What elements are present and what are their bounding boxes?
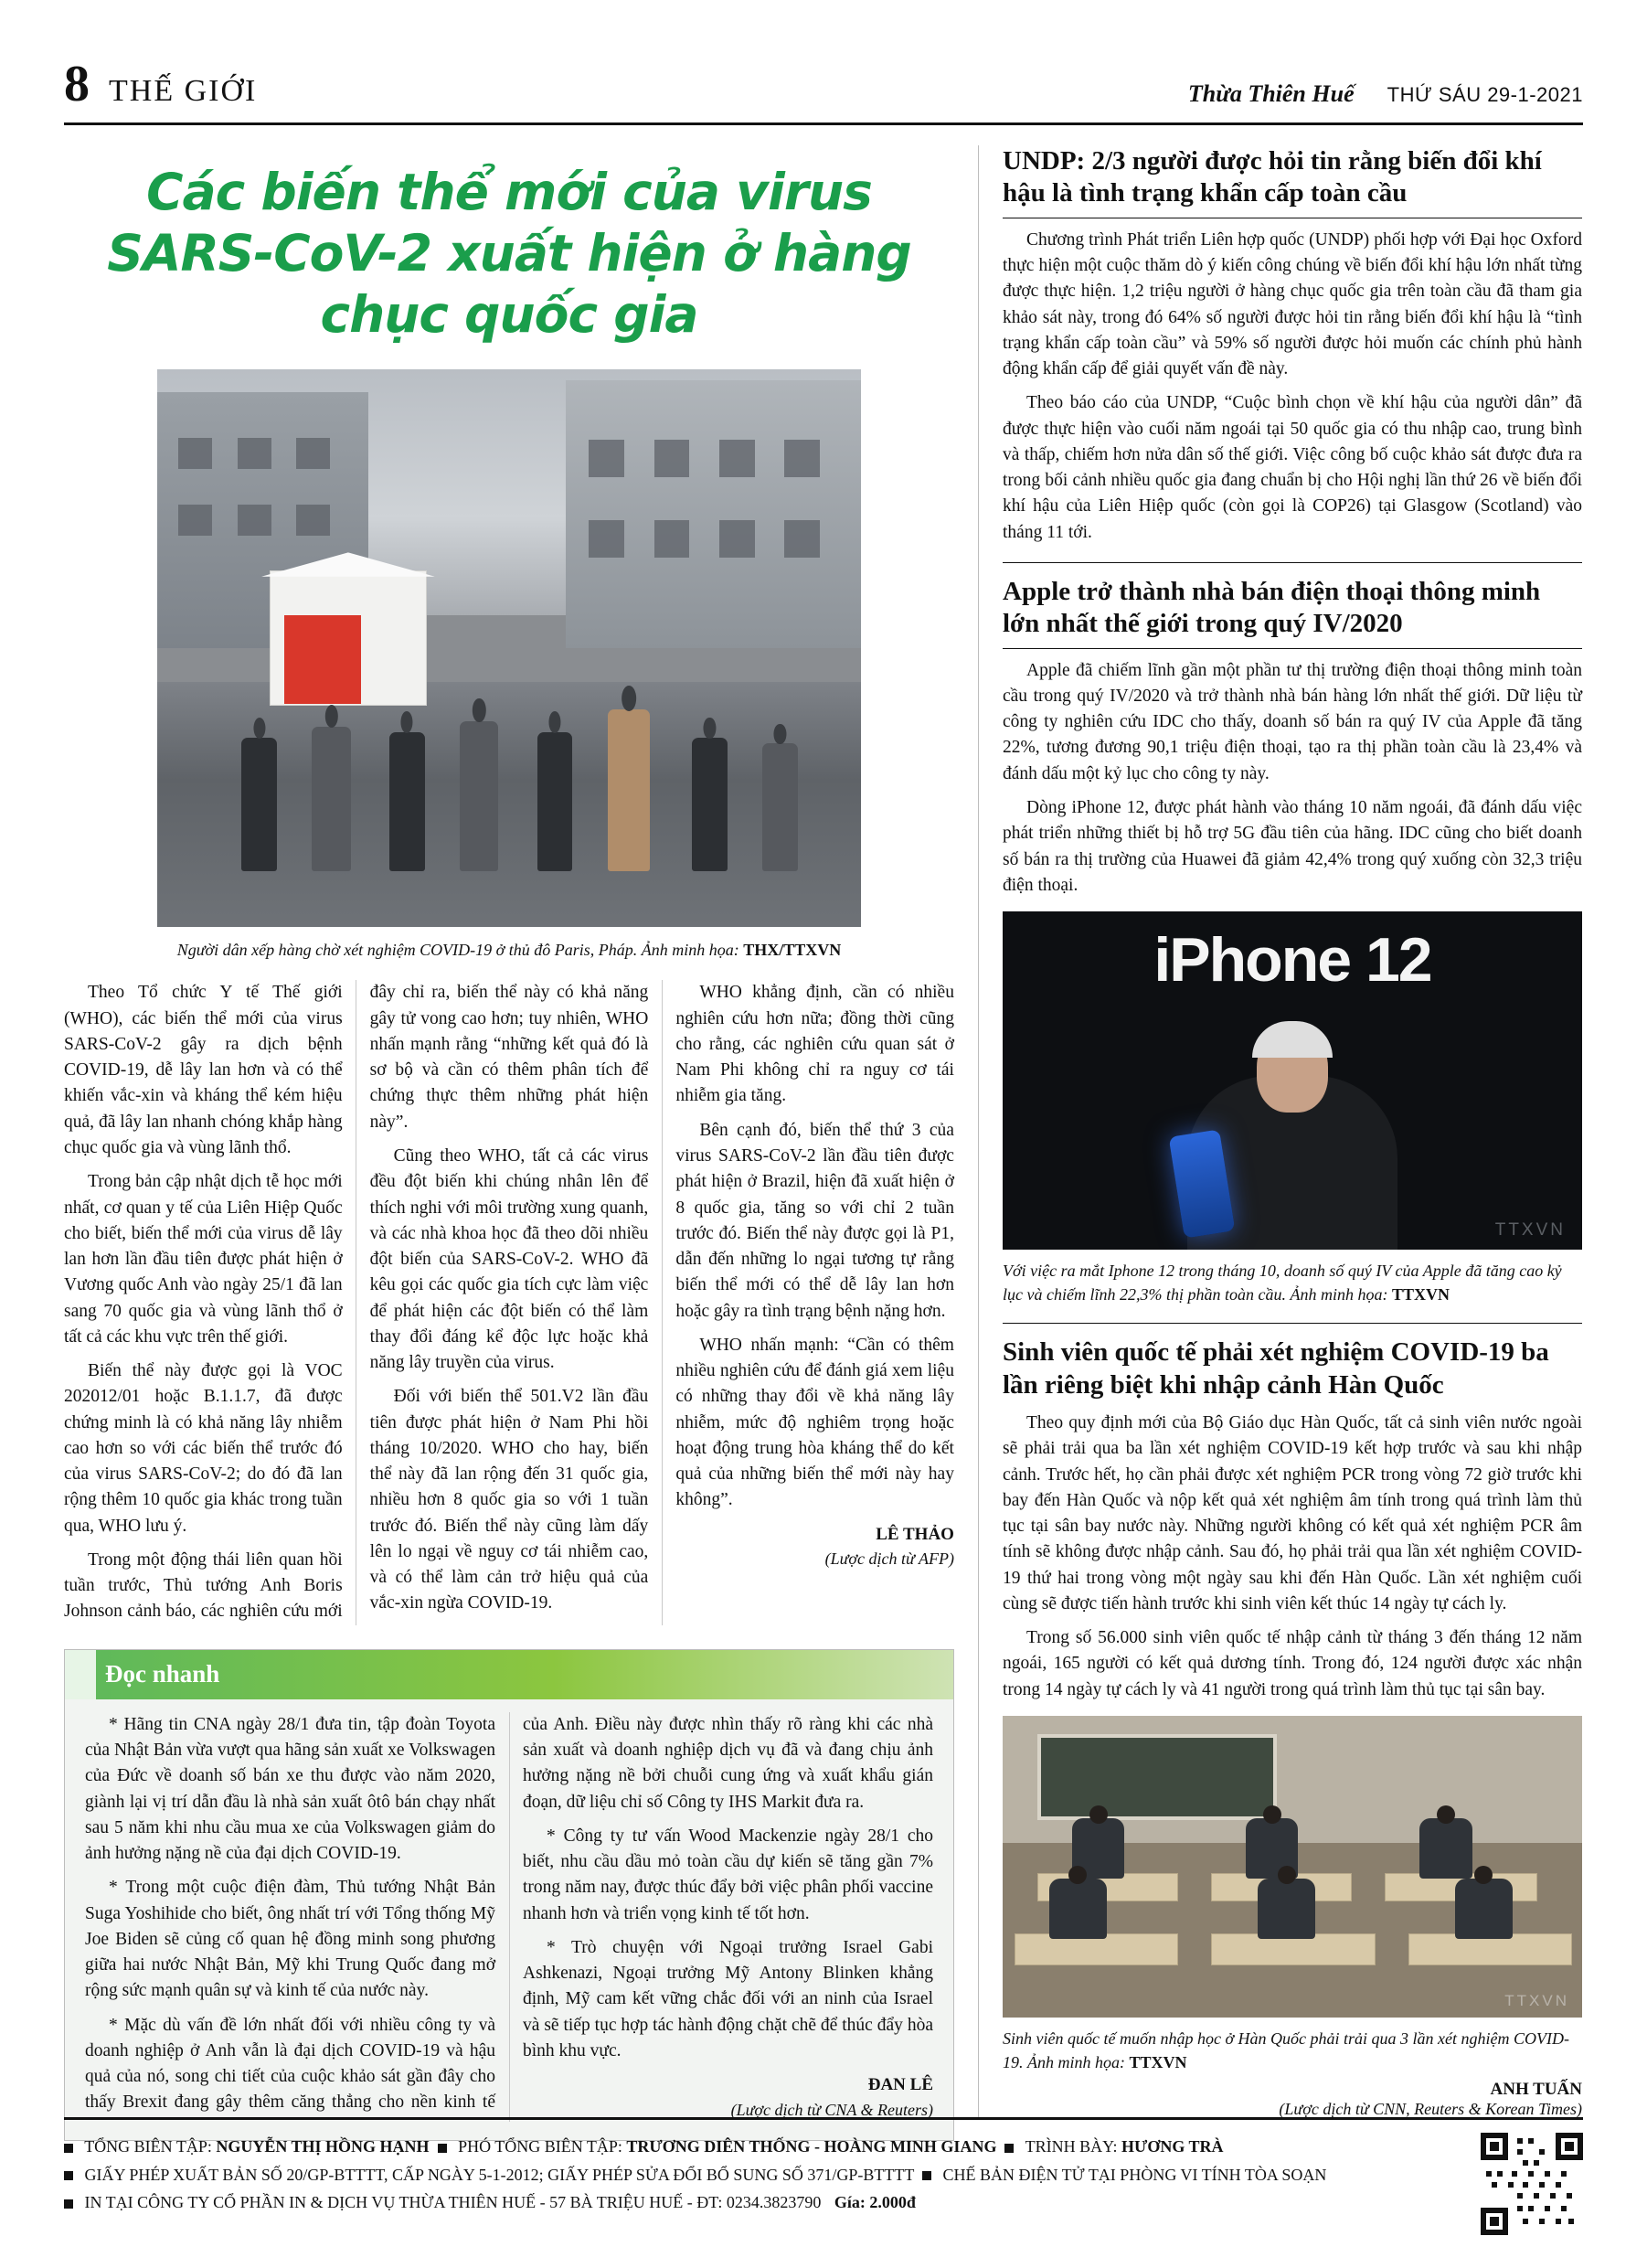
korea-byline: ANH TUẤN [1490, 2080, 1582, 2100]
footer-line-3 [64, 2188, 1326, 2217]
article-separator [1003, 1323, 1582, 1324]
quick-read-title: Đọc nhanh [105, 1660, 220, 1688]
section-title: THẾ GIỚI [109, 74, 258, 108]
article-paragraph: Theo quy định mới của Bộ Giáo dục Hàn Quốc, tất cả sinh viên nước ngoài sẽ phải trải qua ba lần xét nghiệm COVID-19 kết hợp trước và sau khi nhập cảnh. Trước hết, họ cần phải được xét nghiệm PCR trong vòng 72 giờ trước khi bay đến Hàn Quốc và nộp kết quả xét nghiệm âm tính trong quá trình làm thủ tục tại sân bay nước này. Những người không có kết quả xét nghiệm PCR âm tính sẽ không được nhập cảnh. Sau đó, họ phải trải qua lần xét nghiệm COVID-19 thứ hai trong vòng một ngày sau khi đến Hàn Quốc. Lần xét nghiệm cuối cùng sẽ được tiến hành trước khi sinh viên kết thúc 14 ngày tự cách ly. [1003, 1413, 1582, 1613]
paper-name: Thừa Thiên Huế [1187, 80, 1355, 107]
footer-line-2 [64, 2161, 1326, 2189]
left-column [64, 145, 978, 2120]
quick-read-byline-source: (Lược dịch từ CNA & Reuters) [730, 2100, 933, 2119]
article-paragraph: Apple đã chiếm lĩnh gần một phần tư thị trường điện thoại thông minh toàn cầu trong quý IV/2020 và trở thành nhà bán hàng lớn nhất thế giới. Dữ liệu từ công ty nghiên cứu IDC cho thấy, doanh số bán ra quý IV của Apple đã tăng 22%, tương đương 90,1 triệu điện thoại, tạo ra thị phần toàn cầu là 23,4% và đánh dấu một kỷ lục cho công ty này. [1003, 660, 1582, 783]
lead-caption-credit: THX/TTXVN [743, 941, 842, 960]
caption-text: Sinh viên quốc tế muốn nhập học ở Hàn Quốc phải trải qua 3 lần xét nghiệm COVID-19. Ảnh minh họa: [1003, 2028, 1570, 2072]
bullet-square-icon [438, 2144, 447, 2153]
masthead-left [64, 55, 257, 113]
issue-date: THỨ SÁU 29-1-2021 [1387, 83, 1583, 106]
bullet-square-icon [64, 2199, 73, 2209]
photo-red-banner [284, 615, 362, 705]
quick-read-body [85, 1712, 933, 2122]
lead-caption-text: Người dân xếp hàng chờ xét nghiệm COVID-19 ở thủ đô Paris, Pháp. Ảnh minh họa: [176, 941, 744, 960]
iphone-photo-title: iPhone 12 [1153, 925, 1431, 996]
quick-read-item: * Hãng tin CNA ngày 28/1 đưa tin, tập đoàn Toyota của Nhật Bản vừa vượt qua hãng sản xuất xe Volkswagen của Đức về doanh số bán xe thu được vào năm 2020, giành lại vị trí dẫn đầu là nhà sản xuất ôtô bán chạy nhất sau 5 năm khi nhu cầu mua xe của Volkswagen giảm do ảnh hưởng nặng nề của đại dịch COVID-19. [85, 1714, 495, 1864]
classroom-photo-caption [1003, 2027, 1582, 2074]
quick-read-accent-square [65, 1650, 96, 1699]
footer-credits [64, 2133, 1326, 2217]
photo-building-right [566, 380, 861, 648]
editor-in-chief-label: TỔNG BIÊN TẬP: [84, 2137, 212, 2156]
photo-watermark: TTXVN [1504, 1991, 1569, 2009]
deputy-editor-names: TRƯƠNG DIÊN THỐNG - HOÀNG MINH GIANG [626, 2137, 997, 2156]
footer-line-1 [64, 2133, 1326, 2161]
article-headline-korea: Sinh viên quốc tế phải xét nghiệm COVID-19 ba lần riêng biệt khi nhập cảnh Hàn Quốc [1003, 1337, 1549, 1400]
lead-paragraph: Trong một động thái liên quan hồi tuần trước, Thủ tướng Anh Boris Johnson cảnh báo, các nghiên cứu mới đây chỉ ra, biến thể này có khả năng gây tử vong cao hơn; tuy nhiên, WHO nhấn mạnh rằng “những kết quả đó là sơ bộ và cần có thêm phân tích để chứng thực thêm những phát hiện này”. [64, 983, 649, 1622]
bullet-square-icon [64, 2144, 73, 2153]
article-paragraph: Dòng iPhone 12, được phát hành vào tháng 10 năm ngoái, đã đánh dấu việc phát triển những thiết bị hỗ trợ 5G đầu tiên của hãng. IDC cũng cho biết doanh số bán ra thị trường của Huawei đã giảm 42,4% trong quý xuống còn 32,3 triệu điện thoại. [1003, 798, 1582, 895]
lead-paragraph: Trong bản cập nhật dịch tễ học mới nhất, cơ quan y tế của Liên Hiệp Quốc cho biết, biến thể mới của virus dễ lây lan hơn lần đầu tiên được phát hiện ở Vương quốc Anh vào ngày 25/1 đã lan sang 70 quốc gia và vùng lãnh thổ ở tất cả các khu vực trên thế giới. [64, 1172, 343, 1347]
quick-read-item: * Trò chuyện với Ngoại trưởng Israel Gabi Ashkenazi, Ngoại trưởng Mỹ Antony Blinken khẳng định, Mỹ cam kết vững chắc đối với an ninh của Israel và sẽ tiếp tục hợp tác hành động chặt chẽ để thúc đẩy hòa bình khu vực. [523, 1937, 933, 2060]
iphone-photo [1003, 911, 1582, 1250]
price-label: Gía: 2.000đ [834, 2193, 916, 2212]
lead-paragraph: Cũng theo WHO, tất cả các virus đều đột biến khi chúng nhân lên để thích nghi với môi trường xung quanh, và các nhà khoa học đã theo dõi nhiều đột biến của SARS-CoV-2. WHO đã kêu gọi các quốc gia tích cực làm việc để phát hiện các đột biến có thể làm thay đổi đáng kể độc lực hoặc khả năng lây truyền của virus. [369, 1145, 649, 1373]
lead-paragraph: Bên cạnh đó, biến thể thứ 3 của virus SARS-CoV-2 lần đầu tiên được phát hiện ở Brazil, hiện đã xuất hiện ở 8 quốc gia, tăng so với chỉ 2 tuần trước đó. Biến thể này được gọi là P1, dẫn đến những lo ngại tương tự rằng biến thể mới có thể dễ lây lan hơn hoặc gây ra tình trạng bệnh nặng hơn. [675, 1120, 954, 1321]
quick-read-box [64, 1649, 954, 2141]
lead-byline-source: (Lược dịch từ AFP) [824, 1549, 954, 1569]
article-body-apple [1003, 658, 1582, 899]
prepress-text: CHẾ BẢN ĐIỆN TỬ TẠI PHÒNG VI TÍNH TÒA SOẠN [942, 2165, 1327, 2184]
lead-paragraph: Biến thể này được gọi là VOC 202012/01 hoặc B.1.1.7, đã được chứng minh là có khả năng lây nhiễm cao hơn so với các biến thể trước đó của virus SARS-CoV-2; do đó đã lan rộng thêm 10 quốc gia khác trong tuần qua, WHO lưu ý. [64, 1361, 343, 1536]
article-headline-apple: Apple trở thành nhà bán điện thoại thông minh lớn nhất thế giới trong quý IV/2020 [1003, 576, 1582, 649]
page-content [64, 145, 1583, 2120]
lead-photo-caption [64, 938, 954, 962]
article-paragraph: Chương trình Phát triển Liên hợp quốc (UNDP) phối hợp với Đại học Oxford thực hiện một cuộc thăm dò ý kiến công chúng về biến đổi khí hậu lớn nhất từng được thực hiện. 1,2 triệu người ở hàng chục quốc gia trên toàn cầu đã tham gia khảo sát này, trong đó 64% số người được hỏi tin rằng biến đổi khí hậu là “tình trạng khẩn cấp toàn cầu” và 59% số người được hỏi muốn các chính phủ hành động khẩn cấp để giải quyết vấn đề này. [1003, 229, 1582, 379]
article-paragraph: Theo báo cáo của UNDP, “Cuộc bình chọn về khí hậu của người dân” đã được thực hiện vào cuối năm ngoái tại 50 quốc gia có thu nhập cao, trung bình và thấp, chiếm hơn nửa dân số thế giới. Việc công bố cuộc khảo sát được đưa ra trong bối cảnh nhiều quốc gia đang chuẩn bị cho Hội nghị lần thứ 26 về biến đổi khí hậu của Liên Hiệp quốc (còn gọi là COP26) tại Glasgow (Scotland) vào tháng 11 tới. [1003, 393, 1582, 542]
lead-paragraph: WHO khẳng định, cần có nhiều nghiên cứu hơn nữa; đồng thời cũng cho rằng, các nghiên cứu quan sát ở Nam Phi không chỉ ra nguy cơ tái nhiễm gia tăng. [675, 983, 954, 1106]
quick-read-item: * Mặc dù vấn đề lớn nhất đối với nhiều công ty và doanh nghiệp ở Anh vẫn là đại dịch COVID-19 và hậu quả của nó, song chi tiết của cuộc khảo sát gần đây cho thấy Brexit đang gây thêm căng thẳng cho nền kinh tế của Anh. Điều này được nhìn thấy rõ ràng khi các nhà sản xuất và doanh nghiệp dịch vụ đã và đang chịu ảnh hưởng nặng nề bởi chuỗi cung ứng và xuất khẩu gián đoạn, dữ liệu chỉ số Công ty IHS Markit đưa ra. [85, 1714, 933, 2113]
quick-read-item: * Công ty tư vấn Wood Mackenzie ngày 28/1 cho biết, nhu cầu dầu mỏ toàn cầu dự kiến sẽ tăng gần 7% trong năm nay, được thúc đẩy bởi việc phân phối vaccine nhanh hơn và triển vọng kinh tế tốt hơn. [523, 1826, 933, 1923]
article-body-korea [1003, 1411, 1582, 1703]
page-footer [64, 2117, 1583, 2235]
deputy-editor-label: PHÓ TỔNG BIÊN TẬP: [458, 2137, 622, 2156]
printer-text: IN TẠI CÔNG TY CỔ PHẦN IN & DỊCH VỤ THỪA THIÊN HUẾ - 57 BÀ TRIỆU HUẾ - ĐT: 0234.3823790 [84, 2193, 822, 2212]
caption-credit: TTXVN [1391, 1285, 1450, 1304]
bullet-square-icon [922, 2171, 931, 2180]
article-body-undp [1003, 228, 1582, 546]
quick-read-byline: ĐAN LÊ [867, 2075, 933, 2095]
caption-credit: TTXVN [1129, 2053, 1187, 2072]
quick-read-header [65, 1650, 953, 1699]
layout-name: HƯƠNG TRÀ [1121, 2137, 1224, 2156]
lead-paragraph: WHO nhấn mạnh: “Cần có thêm nhiều nghiên cứu để đánh giá xem liệu có những thay đổi về khả năng lây nhiễm, mức độ nghiêm trọng hoặc hoạt động trung hòa kháng thể do kết quả của những biến thể mới này hay không”. [675, 1335, 954, 1510]
bullet-square-icon [64, 2171, 73, 2180]
quick-read-item: * Trong một cuộc điện đàm, Thủ tướng Nhật Bản Suga Yoshihide cho biết, ông nhất trí với Tổng thống Mỹ Joe Biden sẽ củng cố quan hệ đồng minh song phương giữa hai nước Nhật Bản, Mỹ khi Trung Quốc đang mở rộng sức mạnh quân sự và kinh tế của nước này. [85, 1878, 495, 2001]
classroom-board [1037, 1734, 1277, 1820]
right-column [979, 145, 1582, 2120]
qr-code-icon [1481, 2133, 1583, 2235]
lead-paragraph: Đối với biến thể 501.V2 lần đầu tiên được phát hiện ở Nam Phi hồi tháng 10/2020. WHO cho hay, biến thể này đã lan rộng đến 31 quốc gia, nhiều hơn 8 quốc gia so với 1 tuần trước đó. Biến thể này cũng làm dấy lên lo ngại về nguy cơ tái nhiễm cao, và có thể làm cản trở hiệu quả của vắc-xin ngừa COVID-19. [369, 1387, 649, 1613]
lead-photo [157, 369, 861, 927]
article-separator [1003, 562, 1582, 563]
masthead [64, 55, 1583, 125]
editor-in-chief-name: NGUYỄN THỊ HỒNG HẠNH [216, 2137, 430, 2156]
license-text: GIẤY PHÉP XUẤT BẢN SỐ 20/GP-BTTTT, CẤP NGÀY 5-1-2012; GIẤY PHÉP SỬA ĐỔI BỔ SUNG SỐ 371/GP-BTTTT [84, 2165, 915, 2184]
person-hair [1252, 1021, 1333, 1058]
page-number: 8 [64, 56, 89, 112]
lead-headline: Các biến thể mới của virus SARS-CoV-2 xuất hiện ở hàng chục quốc gia [107, 163, 911, 345]
korea-byline-source: (Lược dịch từ CNN, Reuters & Korean Times) [1279, 2100, 1582, 2119]
lead-paragraph: Theo Tổ chức Y tế Thế giới (WHO), các biến thể mới của virus SARS-CoV-2 gây ra dịch bệnh COVID-19, dễ lây lan hơn và có thể khiến vắc-xin và kháng thể kém hiệu quả, đã lây lan nhanh chóng khắp hàng chục quốc gia và vùng lãnh thổ. [64, 983, 343, 1157]
bullet-square-icon [1004, 2144, 1014, 2153]
lead-article-body [64, 980, 954, 1624]
caption-text: Với việc ra mắt Iphone 12 trong tháng 10, doanh số quý IV của Apple đã tăng cao kỷ lục và chiếm lĩnh 22,3% thị phần toàn cầu. Ảnh minh họa: [1003, 1262, 1562, 1304]
photo-watermark: TTXVN [1494, 1220, 1566, 1240]
layout-label: TRÌNH BÀY: [1025, 2137, 1118, 2156]
article-headline-undp: UNDP: 2/3 người được hỏi tin rằng biến đổi khí hậu là tình trạng khẩn cấp toàn cầu [1003, 145, 1582, 218]
masthead-right [1188, 80, 1583, 113]
article-paragraph: Trong số 56.000 sinh viên quốc tế nhập cảnh từ tháng 3 đến tháng 12 năm ngoái, 165 người có kết quả dương tính. Trong đó, 124 người được xác nhận trong 14 ngày tự cách ly và 41 người trong quá trình làm thủ tục tại sân bay. [1003, 1628, 1582, 1699]
lead-byline: LÊ THẢO [876, 1524, 954, 1544]
iphone-photo-caption [1003, 1259, 1582, 1306]
classroom-photo [1003, 1716, 1582, 2018]
